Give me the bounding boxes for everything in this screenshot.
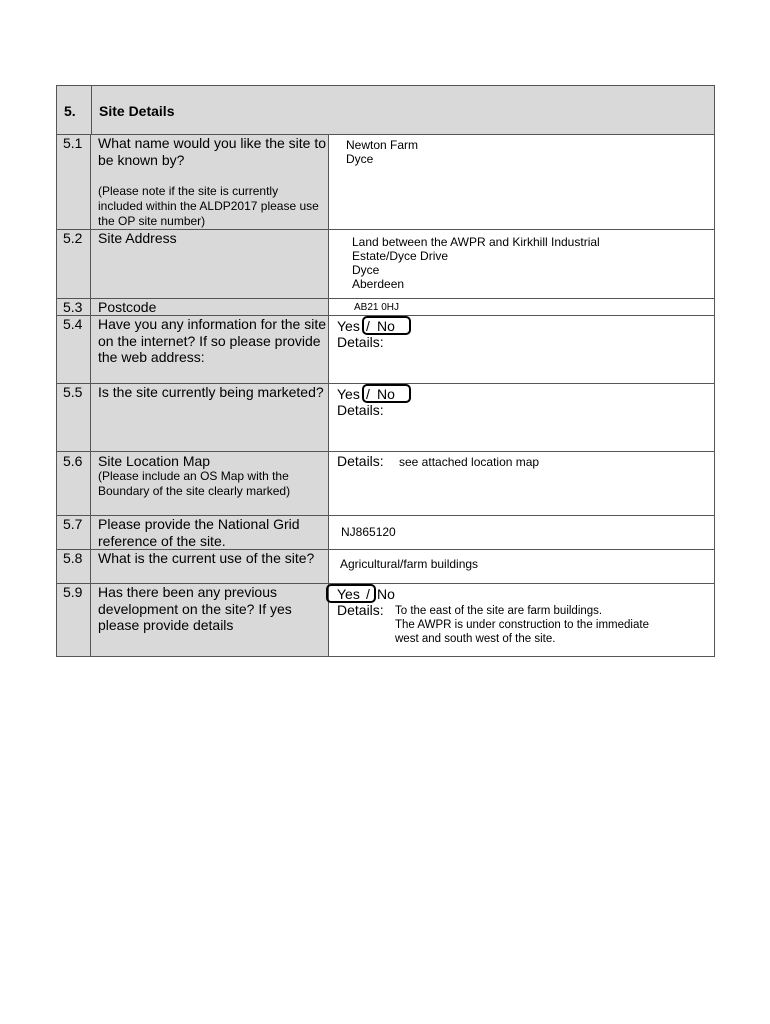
details-label: Details: (337, 334, 384, 350)
answer-line: Agricultural/farm buildings (340, 557, 479, 571)
section-header (56, 85, 715, 135)
question-text: What name would you like the site to be known by? (98, 135, 327, 168)
row-5-5 (56, 384, 715, 452)
row-number: 5.6 (63, 453, 83, 469)
row-5-1 (56, 135, 715, 230)
row-number: 5.3 (63, 299, 83, 315)
answer-field-grid-reference[interactable] (329, 516, 715, 549)
row-number: 5.5 (63, 384, 83, 400)
answer-line: The AWPR is under construction to the immediate (395, 619, 649, 631)
yes-option[interactable]: Yes (337, 586, 360, 602)
answer-line: west and south west of the site. (395, 633, 556, 645)
answer-field-site-address[interactable] (329, 230, 715, 298)
answer-line: see attached location map (399, 455, 540, 469)
question-text: Site Location Map (98, 453, 211, 469)
slash-separator: / (366, 318, 370, 334)
row-number: 5.7 (63, 516, 83, 532)
question-text: Please provide the National Grid reference of the site. (98, 516, 300, 549)
slash-separator: / (366, 586, 370, 602)
row-number: 5.8 (63, 550, 83, 566)
answer-field-marketed (329, 384, 715, 451)
row-5-7 (56, 516, 715, 550)
answer-line: Dyce (352, 263, 380, 277)
question-text: Site Address (98, 230, 177, 246)
row-5-3 (56, 299, 715, 316)
answer-field-postcode[interactable] (329, 299, 715, 315)
answer-line: Newton Farm (346, 138, 419, 152)
question-text: Has there been any previous development on the site? If yes please provide details (98, 584, 292, 633)
details-label: Details: (337, 453, 384, 469)
no-option[interactable]: No (377, 318, 395, 334)
question-text: Is the site currently being marketed? (98, 384, 324, 400)
answer-line: Aberdeen (352, 277, 405, 291)
answer-line: Dyce (346, 152, 374, 166)
selected-circle (326, 584, 376, 603)
answer-field-location-map[interactable] (329, 452, 715, 515)
question-text: Have you any information for the site on the internet? If so please provide the web address: (98, 316, 327, 365)
row-5-9 (56, 584, 715, 657)
row-number: 5.4 (63, 316, 83, 332)
selected-circle (362, 384, 411, 403)
answer-field-previous-development (329, 584, 715, 656)
selected-circle (362, 316, 411, 335)
answer-field-site-name[interactable] (329, 135, 715, 229)
answer-line: Land between the AWPR and Kirkhill Industrial (352, 235, 600, 249)
yes-option[interactable]: Yes (337, 318, 360, 334)
answer-line: Estate/Dyce Drive (352, 249, 449, 263)
slash-separator: / (366, 386, 370, 402)
row-5-8 (56, 550, 715, 584)
row-5-2 (56, 230, 715, 299)
section-title: Site Details (99, 103, 175, 119)
question-text: Postcode (98, 299, 157, 315)
row-number: 5.2 (63, 230, 83, 246)
answer-field-current-use[interactable] (329, 550, 715, 583)
details-label: Details: (337, 402, 384, 418)
details-label: Details: (337, 602, 384, 618)
question-note: (Please include an OS Map with the Boundary of the site clearly marked) (98, 469, 291, 498)
no-option[interactable]: No (377, 586, 395, 602)
row-number: 5.1 (63, 135, 83, 151)
row-5-6 (56, 452, 715, 516)
no-option[interactable]: No (377, 386, 395, 402)
yes-option[interactable]: Yes (337, 386, 360, 402)
section-number: 5. (64, 103, 76, 119)
answer-field-internet (329, 316, 715, 383)
answer-line: To the east of the site are farm buildings. (395, 605, 603, 617)
row-number: 5.9 (63, 584, 83, 600)
question-text: What is the current use of the site? (98, 550, 315, 566)
question-note: (Please note if the site is currently included within the ALDP2017 please use the OP site number) (98, 184, 319, 228)
answer-line: NJ865120 (341, 525, 396, 539)
row-5-4 (56, 316, 715, 384)
answer-line: AB21 0HJ (354, 302, 400, 313)
